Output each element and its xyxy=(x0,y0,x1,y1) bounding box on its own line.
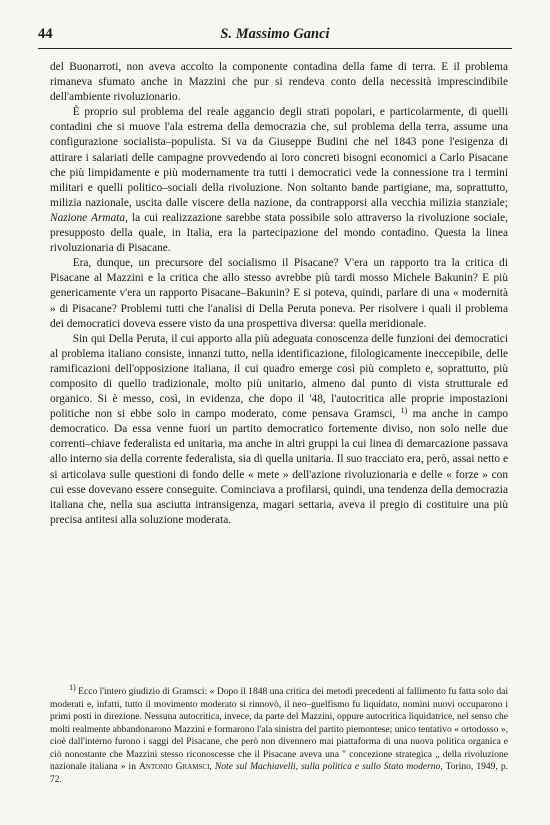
footnote-text: Ecco l'intero giudizio di Gramsci: « Dopo il 1848 una critica dei metodi precedenti al fallimento fu fatta solo dai moderati e, infatti, tutto il movimento moderato si rinnovò, il neo–guelfismo fu liquidato, nomini nuovi occuparono i primi posti in direzione. Nessuna autocritica, invece, da parte del Mazzini, oppure autocritica liquidatrice, nel senso che molti realmente abbandonarono Mazzini e formarono l'ala sinistra del partito piemontese; unico tentativo « ortodosso », cioè dall'interno furono i saggi del Pisacane, che però non divennero mai piattaforma di una nuova politica organica e ciò nonostante che Mazzini stesso riconoscesse che il Pisacane aveva una " concezione strategica „ della rivoluzione nazionale italiana » in xyxy=(50,686,508,773)
paragraph-2-text: È proprio sul problema del reale aggancio degli strati popolari, e particolarmente, di quelli contadini che si muove l'ala estrema della democrazia che, sul problema della terra, assume una configurazione socialista–populista. Si va da Giuseppe Budini che nel 1843 pone l'esigenza di attirare i salariati delle campagne provvedendo ai loro concreti bisogni economici a Carlo Pisacane che più limpidamente e più modernamente tra tutti i democratici vede la connessione tra i termini militari e quelli politico–sociali della rivoluzione. Non soltanto bande partigiane, ma, soprattutto, milizia nazionale, uscita dalle viscere della nazione, da contrapporsi alla vecchia milizia stanziale; xyxy=(50,106,508,209)
footnote-author: Antonio Gramsci xyxy=(139,761,210,773)
paragraph-3: Era, dunque, un precursore del socialismo il Pisacane? V'era un rapporto tra la critica di Pisacane al Mazzini e la critica che allo stesso avrebbe più tardi mosso Michele Bakunin? E più genericamente v'era un rapporto Pisacane–Bakunin? E si poteva, quindi, parlare di una « modernità » di Pisacane? Problemi tutti che l'analisi di Della Peruta poneva. Per risolvere i quali il problema dei democratici doveva essere visto da una prospettiva diversa: quella meridionale. xyxy=(50,257,508,330)
footnote-reference: 1) xyxy=(400,406,408,416)
footnotes xyxy=(50,682,508,787)
paragraph-1: del Buonarroti, non aveva accolto la componente contadina della fame di terra. E il problema rimaneva sfumato anche in Mazzini che pur si rendeva conto della necessità imprescindibile dell'ambiente rivoluzionario. xyxy=(50,61,508,104)
footnote-imprint: , Torino, 1949, p. 72. xyxy=(50,761,509,785)
paragraph-4 xyxy=(50,332,508,528)
paragraph-2 xyxy=(50,105,508,256)
page-number: 44 xyxy=(38,26,53,42)
footnote-1: $^{1)}$ Ecco l'intero giudizio di Gramsci: « Dopo il 1848 una critica dei metodi precedenti al fallimento fu fatta solo dai moderati e, infatti, tutto il movimento moderato si rinnovò, il neo–guelfismo fu liquidato, nomini nuovi occuparono i primi posti in direzione. Nessuna autocritica, invece, da parte del Mazzini, oppure autocritica liquidatrice, nel senso che molti realmente abbandonarono Mazzini e formarono l'ala sinistra del partito piemontese; unico tentativo « ortodosso », cioè dall'interno furono i saggi del Pisacane, che però non divennero mai piattaforma di una nuova politica organica e ciò nonostante che Mazzini stesso riconoscesse che il Pisacane aveva una " concezione strategica „ della rivoluzione nazionale italiana » in Antonio Gramsci, Note sul Machiavelli, sulla politica e sullo Stato moderno, Torino, 1949, p. 72. xyxy=(50,683,509,785)
footnote-marker: 1) xyxy=(69,683,76,692)
nazione-armata-emphasis: Nazione Armata xyxy=(50,211,126,224)
running-header xyxy=(38,22,512,49)
paragraph-2-tail: , la cui realizzazione sarebbe stata possibile solo attraverso la rivoluzione sociale, presupposto della quale, in Italia, era la partecipazione del mondo contadino. Questa la linea rivoluzionaria di Pisacane. xyxy=(50,211,508,255)
footnote-work-title: Note sul Machiavelli, sulla politica e sullo Stato moderno xyxy=(214,761,441,773)
body-text xyxy=(50,60,508,528)
paragraph-4-tail: ma anche in campo democratico. Da essa venne fuori un partito democratico fortemente diviso, non solo nelle due correnti–chiave federalista ed unitaria, ma anche in altri gruppi la cui linea di demarcazione passava allo interno sia della corrente federalista, sia di quella unitaria. Il suo tracciato era, però, assai netto e si articolava sulle questioni di fondo delle « mete » dell'azione rivoluzionaria e delle « forze » con cui esse dovevano essere conseguite. Cominciava a profilarsi, quindi, una tendenza della democrazia italiana che, nella sua asciutta intransigenza, magari settaria, aveva il pregio di costituire una più precisa antitesi alla soluzione moderata. xyxy=(50,408,508,526)
paragraph-4-text: Sin qui Della Peruta, il cui apporto alla più adeguata conoscenza delle funzioni dei democratici al problema italiano consiste, innanzi tutto, nella identificazione, filologicamente ineccepibile, delle ramificazioni dell'opposizione italiana, il cui quadro emerge così più completo e, soprattutto, più composito di quello tradizionale, molto più unitario, almeno dal punto di vista strutturale ed organico. Si è messo, così, in evidenza, che dopo il '48, l'autocritica alle proprie impostazioni politiche non si ebbe solo in campo moderato, come pensava Gramsci, xyxy=(50,332,508,421)
running-title: S. Massimo Ganci xyxy=(220,26,330,42)
